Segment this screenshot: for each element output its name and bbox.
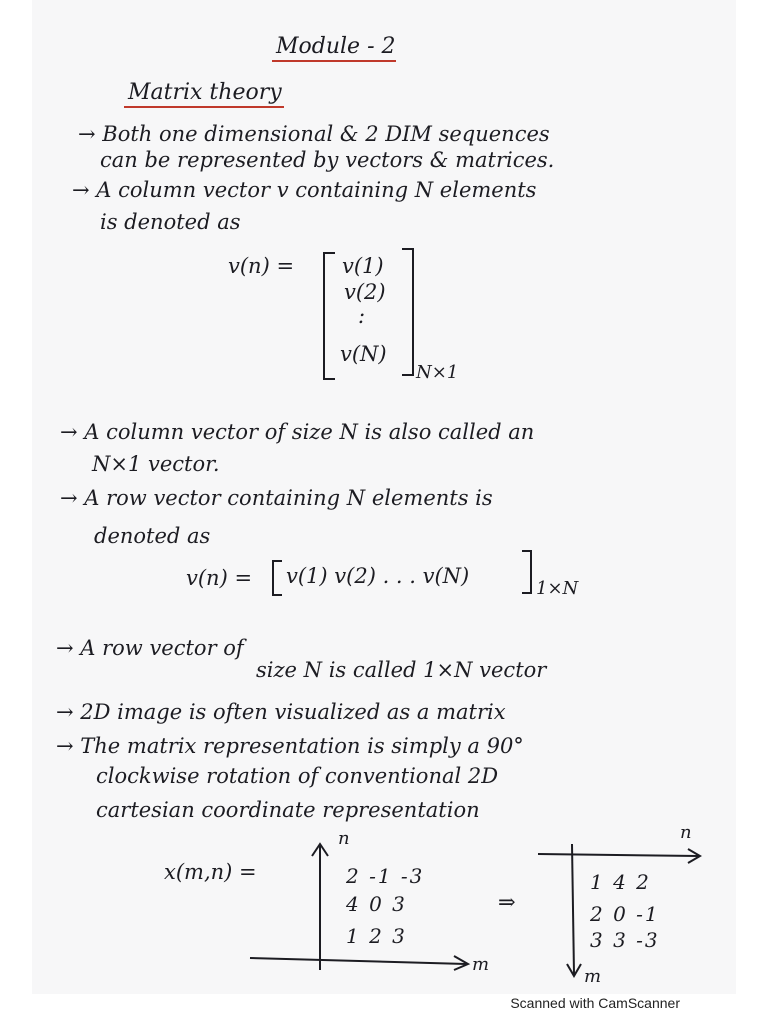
note-line-3: → A column vector v containing N elements: [72, 178, 537, 202]
column-vector-left-bracket: [323, 252, 335, 380]
right-axis-n-label: n: [680, 822, 692, 843]
column-vector-right-bracket: [402, 248, 414, 376]
scanner-footer: [0, 994, 768, 1024]
row-vector-left-bracket: [272, 560, 282, 596]
right-matrix-row-2: 2 0 -1: [590, 902, 660, 926]
column-vector-entry-1: v(1): [342, 254, 384, 278]
left-matrix-row-1: 2 -1 -3: [346, 864, 425, 888]
note-line-8: denoted as: [94, 524, 211, 548]
scanner-watermark: Scanned with CamScanner: [510, 995, 680, 1011]
column-vector-size: N×1: [416, 362, 459, 383]
column-vector-entry-n: v(N): [340, 342, 387, 366]
note-line-9: → A row vector of: [56, 636, 244, 660]
left-axis-n-label: n: [338, 828, 350, 849]
column-vector-entry-2: v(2): [344, 280, 386, 304]
right-matrix-row-1: 1 4 2: [590, 870, 651, 894]
right-matrix-row-3: 3 3 -3: [590, 928, 660, 952]
note-line-13: clockwise rotation of conventional 2D: [96, 764, 499, 788]
note-line-1: → Both one dimensional & 2 DIM sequences: [78, 122, 550, 146]
note-line-6: N×1 vector.: [92, 452, 220, 476]
column-vector-entry-dots: :: [358, 304, 366, 328]
title-underline: [272, 60, 396, 62]
note-line-14: cartesian coordinate representation: [96, 798, 480, 822]
right-axis-m-label: m: [584, 966, 602, 987]
section-heading: Matrix theory: [128, 80, 282, 105]
column-vector-lhs: v(n) =: [228, 254, 295, 278]
row-vector-lhs: v(n) =: [186, 566, 253, 590]
row-vector-size: 1×N: [536, 578, 579, 599]
note-line-7: → A row vector containing N elements is: [60, 486, 493, 510]
implies-arrow: ⇒: [498, 890, 516, 914]
left-axis-m-label: m: [472, 954, 490, 975]
note-line-10: size N is called 1×N vector: [256, 658, 547, 682]
note-line-4: is denoted as: [100, 210, 241, 234]
note-line-2: can be represented by vectors & matrices.: [100, 148, 555, 172]
row-vector-entries: v(1) v(2) . . . v(N): [286, 564, 470, 588]
row-vector-right-bracket: [522, 550, 532, 594]
left-matrix-row-2: 4 0 3: [346, 892, 407, 916]
note-line-11: → 2D image is often visualized as a matrix: [56, 700, 506, 724]
note-line-5: → A column vector of size N is also called an: [60, 420, 535, 444]
section-underline: [124, 106, 284, 108]
example-lhs: x(m,n) =: [164, 860, 257, 884]
page-title: Module - 2: [276, 34, 396, 59]
note-line-12: → The matrix representation is simply a 90°: [56, 734, 524, 758]
left-matrix-row-3: 1 2 3: [346, 924, 407, 948]
